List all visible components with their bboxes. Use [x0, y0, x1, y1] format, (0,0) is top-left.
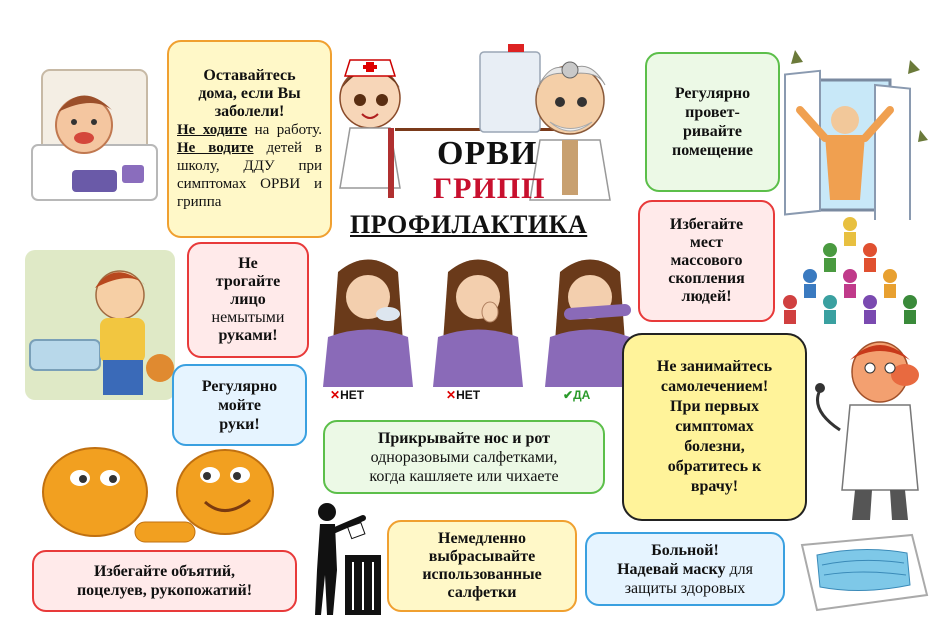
tip-ventilate-room	[645, 52, 780, 192]
tip-text: провет-	[685, 104, 740, 121]
yes-caption: ✔ДА	[563, 388, 591, 402]
tip-text: Не	[238, 255, 258, 272]
poster-title: ОРВИ	[437, 135, 538, 172]
tip-text: помещение	[671, 142, 754, 159]
trash-bin-icon	[305, 500, 385, 620]
tip-text: болезни,	[684, 438, 745, 455]
tip-text: При первых	[670, 398, 759, 415]
tip-dont-touch-face	[187, 242, 309, 358]
window-person-illustration	[780, 40, 930, 220]
tip-text: самолечением!	[660, 378, 769, 395]
tip-text: руками!	[218, 327, 278, 344]
sick-child-illustration	[22, 50, 162, 210]
tip-text: симптомах	[675, 418, 754, 435]
tip-text: людей!	[681, 288, 732, 305]
tip-avoid-crowds	[638, 200, 775, 322]
poster-title-flu: ГРИПП	[433, 172, 546, 205]
tip-wear-mask	[585, 532, 785, 606]
coughing-girl-illustration	[318, 252, 418, 387]
tip-text: немытыми	[211, 309, 285, 326]
tip-text: массового	[670, 252, 743, 269]
tip-text: Регулярно	[201, 377, 278, 395]
tip-text: выбрасывайте	[428, 548, 536, 565]
tip-text: ривайте	[683, 123, 742, 140]
no-caption: ✕НЕТ	[446, 388, 481, 402]
mask-box-illustration	[792, 525, 932, 615]
tip-text: Надевай маску для	[617, 560, 753, 578]
tip-text: трогайте	[215, 273, 281, 290]
tip-text: Избегайте	[669, 216, 744, 233]
people-pyramid-illustration	[775, 210, 925, 325]
doctor-stethoscope-illustration	[810, 330, 940, 530]
tip-stay-home	[167, 40, 332, 238]
tip-text: салфетки	[447, 584, 517, 601]
poster-subtitle: ПРОФИЛАКТИКА	[350, 210, 588, 239]
tip-text: заболели!	[214, 103, 285, 120]
tip-text: Не занимайтесь	[656, 358, 773, 375]
tip-dispose-tissues	[387, 520, 577, 612]
handwash-illustration	[25, 250, 175, 400]
cross-mark-icon: ✕	[446, 388, 457, 402]
tip-text: скопления	[668, 270, 745, 287]
tip-text: Избегайте объятий,	[93, 563, 236, 580]
tip-wash-hands	[172, 364, 307, 446]
tip-text: мойте	[218, 396, 261, 414]
coughing-girl-illustration	[428, 252, 528, 387]
tip-cover-nose-mouth	[323, 420, 605, 494]
tip-text: использованные	[422, 566, 542, 583]
tip-text: одноразовыми салфетками,	[370, 448, 558, 466]
tip-avoid-hugs	[32, 550, 297, 612]
tip-text: защиты здоровых	[624, 579, 746, 597]
tip-see-doctor	[622, 333, 807, 521]
tip-text: поцелуев, рукопожатий!	[76, 582, 253, 599]
tip-text: руки!	[219, 415, 260, 433]
smileys-handshake-illustration	[30, 440, 275, 550]
tip-text: Регулярно	[674, 85, 751, 102]
check-mark-icon: ✔	[563, 388, 574, 402]
tip-text: Прикрывайте нос и рот	[377, 429, 551, 447]
tip-text: лицо	[230, 291, 266, 308]
tip-text: Больной!	[651, 541, 719, 559]
tip-text: мест	[689, 234, 724, 251]
tip-text: Оставайтесь	[203, 67, 296, 84]
tip-text: когда кашляете или чихаете	[369, 467, 559, 485]
no-caption: ✕НЕТ	[330, 388, 365, 402]
tip-text: Немедленно	[438, 530, 526, 547]
tip-text: дома, если Вы	[198, 85, 301, 102]
tip-text: врачу!	[690, 478, 739, 495]
cross-mark-icon: ✕	[330, 388, 341, 402]
tip-text: обратитесь к	[667, 458, 762, 475]
tip-text: Не ходите на работу. Не водите детей в школу, ДДУ при симптомах ОРВИ и гриппа	[177, 122, 323, 210]
